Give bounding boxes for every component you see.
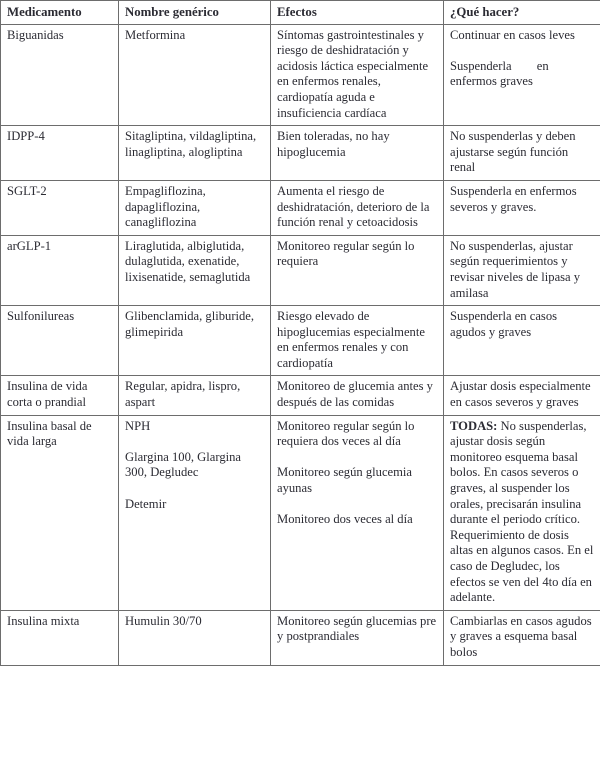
cell-medicamento: Insulina mixta xyxy=(1,610,119,665)
cell-nombre-generico: Regular, apidra, lispro, aspart xyxy=(119,376,271,415)
que-hacer-line-1: Continuar en casos leves xyxy=(450,27,575,42)
cell-que-hacer: Suspenderla en casos agudos y graves xyxy=(444,306,600,376)
table-row xyxy=(1,610,600,665)
cell-nombre-generico: Humulin 30/70 xyxy=(119,610,271,665)
cell-efectos: Bien toleradas, no hay hipoglucemia xyxy=(271,126,444,181)
table-row xyxy=(1,376,600,415)
paragraph-gap xyxy=(125,481,265,497)
cell-nombre-generico: Metformina xyxy=(119,24,271,126)
cell-que-hacer: Cambiarlas en casos agudos y graves a esquema basal bolos xyxy=(444,610,600,665)
cell-que-hacer xyxy=(444,24,600,126)
cell-nombre-generico: Sitagliptina, vildagliptina, linagliptina, alogliptina xyxy=(119,126,271,181)
paragraph-gap xyxy=(125,434,265,450)
cell-que-hacer: Suspenderla en enfermos severos y graves. xyxy=(444,180,600,235)
que-hacer-emphasis: TODAS: xyxy=(450,418,498,433)
cell-efectos: Síntomas gastrointestinales y riesgo de deshidratación y acidosis láctica especialmente en enfermos renales, cardiopatía aguda e insuficiencia cardíaca xyxy=(271,24,444,126)
efectos-line-3: Monitoreo dos veces al día xyxy=(277,512,413,527)
generico-line-2: Glargina 100, Glargina 300, Degludec xyxy=(125,449,245,480)
cell-medicamento: Insulina basal de vida larga xyxy=(1,415,119,610)
paragraph-gap xyxy=(277,497,438,513)
efectos-line-1: Monitoreo regular según lo requiera dos veces al día xyxy=(277,418,418,449)
column-header-nombre-generico: Nombre genérico xyxy=(119,1,271,25)
table-row xyxy=(1,235,600,305)
cell-medicamento: arGLP-1 xyxy=(1,235,119,305)
cell-nombre-generico: Empagliflozina, dapagliflozina, canagliflozina xyxy=(119,180,271,235)
cell-medicamento: IDPP-4 xyxy=(1,126,119,181)
cell-medicamento: Biguanidas xyxy=(1,24,119,126)
table-row xyxy=(1,306,600,376)
table-body xyxy=(1,24,600,665)
table-row xyxy=(1,415,600,610)
cell-que-hacer xyxy=(444,415,600,610)
cell-efectos: Monitoreo de glucemia antes y después de las comidas xyxy=(271,376,444,415)
que-hacer-body: No suspenderlas, ajustar dosis según monitoreo esquema basal bolos. En casos severos o graves, al suspender los orales, precisarán insulina durante el periodo crítico. Requerimiento de dosis altas en algunos casos. En el caso de Degludec, los efectos se ven del 4to día en adelante. xyxy=(450,418,594,605)
cell-medicamento: SGLT-2 xyxy=(1,180,119,235)
column-header-medicamento: Medicamento xyxy=(1,1,119,25)
table-header xyxy=(1,1,600,25)
paragraph-gap xyxy=(450,43,595,59)
cell-efectos: Monitoreo según glucemias pre y postprandiales xyxy=(271,610,444,665)
cell-nombre-generico: Glibenclamida, gliburide, glimepirida xyxy=(119,306,271,376)
cell-medicamento: Sulfonilureas xyxy=(1,306,119,376)
cell-que-hacer: No suspenderlas y deben ajustarse según función renal xyxy=(444,126,600,181)
table-row xyxy=(1,126,600,181)
cell-efectos xyxy=(271,415,444,610)
column-header-efectos: Efectos xyxy=(271,1,444,25)
generico-line-1: NPH xyxy=(125,418,151,433)
cell-medicamento: Insulina de vida corta o prandial xyxy=(1,376,119,415)
cell-nombre-generico xyxy=(119,415,271,610)
paragraph-gap xyxy=(277,450,438,466)
column-header-que-hacer: ¿Qué hacer? xyxy=(444,1,600,25)
que-hacer-line-2: Suspenderla en enfermos graves xyxy=(450,58,552,89)
cell-efectos: Aumenta el riesgo de deshidratación, deterioro de la función renal y cetoacidosis xyxy=(271,180,444,235)
table-row xyxy=(1,24,600,126)
cell-que-hacer: Ajustar dosis especialmente en casos severos y graves xyxy=(444,376,600,415)
table-row xyxy=(1,180,600,235)
cell-efectos: Riesgo elevado de hipoglucemias especialmente en enfermos renales y con cardiopatía xyxy=(271,306,444,376)
cell-efectos: Monitoreo regular según lo requiera xyxy=(271,235,444,305)
efectos-line-2: Monitoreo según glucemia ayunas xyxy=(277,465,416,496)
generico-line-3: Detemir xyxy=(125,496,167,511)
header-row xyxy=(1,1,600,25)
cell-nombre-generico: Liraglutida, albiglutida, dulaglutida, exenatide, lixisenatide, semaglutida xyxy=(119,235,271,305)
cell-que-hacer: No suspenderlas, ajustar según requerimientos y revisar niveles de lipasa y amilasa xyxy=(444,235,600,305)
